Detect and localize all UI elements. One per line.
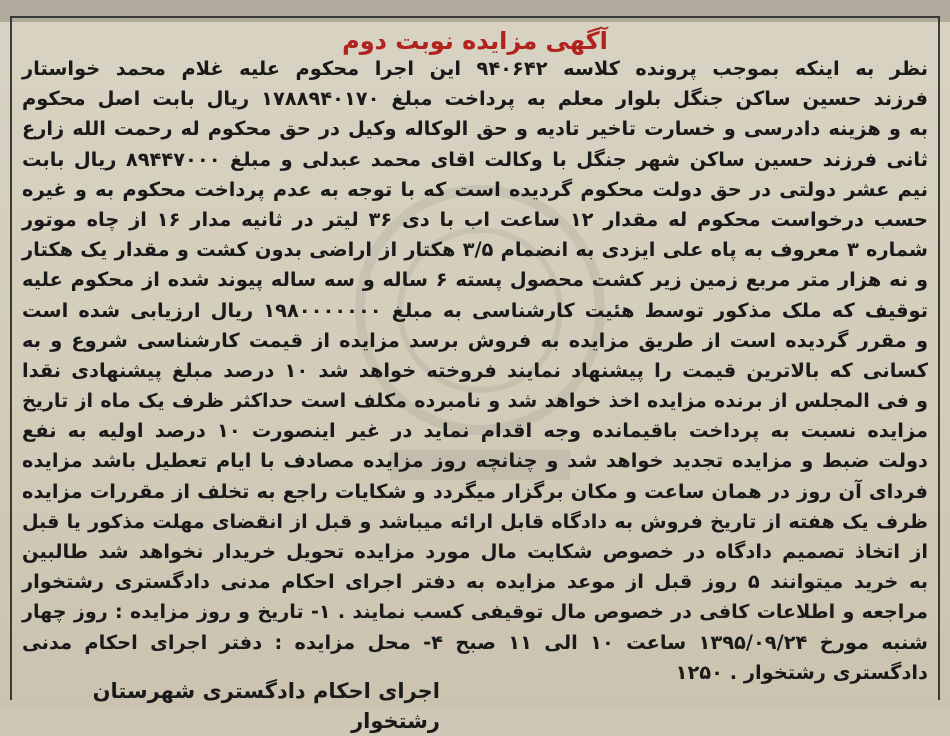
notice-line: و مقرر گردیده است از طریق مزایده به فروش برسد مزایده از قیمت کارشناسی شروع و به [22, 328, 928, 352]
notice-line: شنبه مورخ ۱۳۹۵/۰۹/۲۴ ساعت ۱۰ الی ۱۱ صبح ۴- محل مزایده : دفتر اجرای احکام مدنی [22, 630, 928, 654]
notice-line: و نه هزار متر مربع زمین زیر کشت محصول پسته ۶ ساله و سه ساله پیوند شده از محکوم علیه [22, 268, 929, 292]
notice-line: به خرید میتوانند ۵ روز قبل از موعد مزایده به دفتر اجرای احکام مدنی دادگستری رشتخوار [22, 570, 928, 594]
notice-line: به و هزینه دادرسی و خسارت تاخیر تادیه و حق الوکاله وکیل در حق محکوم له رحمت الله زارع [22, 117, 928, 141]
notice-line: ظرف یک هفته از تاریخ فروش به دادگاه قابل ارائه میباشد و قبل از انقضای مهلت مذکور یا قبل [22, 509, 928, 533]
notice-line: دادگستری رشتخوار . ۱۲۵۰ [675, 660, 928, 684]
issuer-signature-line [0, 676, 928, 736]
notice-line: فرزند حسین ساکن جنگل بلوار معلم به پرداخت مبلغ ۱۷۸۸۹۴۰۱۷۰ ریال بابت اصل محکوم [22, 87, 928, 111]
issuer-signature: اجرای احکام دادگستری شهرستان رشتخوار [92, 679, 440, 733]
notice-line: شماره ۳ معروف به پاه علی ایزدی به انضمام ۳/۵ هکتار از اراضی بدون کشت و مقدار یک هکتار [22, 238, 928, 262]
notice-line: از اتخاذ تصمیم دادگاه در خصوص شکایت مال مورد مزایده تحویل خریدار نخواهد شد طالبین [22, 540, 928, 563]
notice-line: حسب درخواست محکوم له مقدار ۱۲ ساعت اب با دی ۳۶ لیتر در ثانیه مدار ۱۶ از چاه موتور [22, 207, 929, 231]
notice-line: نیم عشر دولتی در حق دولت محکوم گردیده است که با توجه به عدم پرداخت محکوم به و غیره [22, 177, 928, 201]
notice-line: نظر به اینکه بموجب پرونده کلاسه ۹۴۰۶۴۲ این اجرا محکوم علیه غلام محمد خواستار [22, 57, 929, 80]
notice-line: فردای آن روز در همان ساعت و مکان برگزار میگردد و شکایات راجع به تخلف از مقررات مزایده [22, 479, 928, 503]
notice-line: کسانی که بالاترین قیمت را پیشنهاد نمایند فروخته خواهد شد ۱۰ درصد مبلغ پیشنهادی نقدا [22, 358, 928, 382]
notice-line: مزایده نسبت به پرداخت باقیمانده وجه اقدام نماید در غیر اینصورت ۱۰ درصد اولیه به نفع [22, 419, 929, 443]
notice-line: دولت ضبط و مزایده تجدید خواهد شد و چنانچه روز مزایده مصادف با ایام تعطیل باشد مزایده [22, 449, 928, 473]
notice-line: مراجعه و اطلاعات کافی در خصوص مال توقیفی کسب نمایند . ۱- تاریخ و روز مزایده : روز چهار [22, 600, 928, 624]
notice-line: توقیف که ملک مذکور توسط هئیت کارشناسی به مبلغ ۱۹۸۰۰۰۰۰۰۰ ریال ارزیابی شده است [22, 298, 928, 322]
notice-line: و فی المجلس از برنده مزایده اخذ خواهد شد و نامبرده مکلف است حداکثر ظرف یک ماه از تاریخ [22, 389, 928, 413]
notice-body [22, 54, 928, 688]
notice-line: ثانی فرزند حسین ساکن شهر جنگل با وکالت اقای محمد عبدلی و مبلغ ۸۹۴۴۷۰۰۰ ریال بابت [22, 147, 928, 171]
notice-title: آگهی مزایده نوبت دوم [342, 27, 608, 55]
